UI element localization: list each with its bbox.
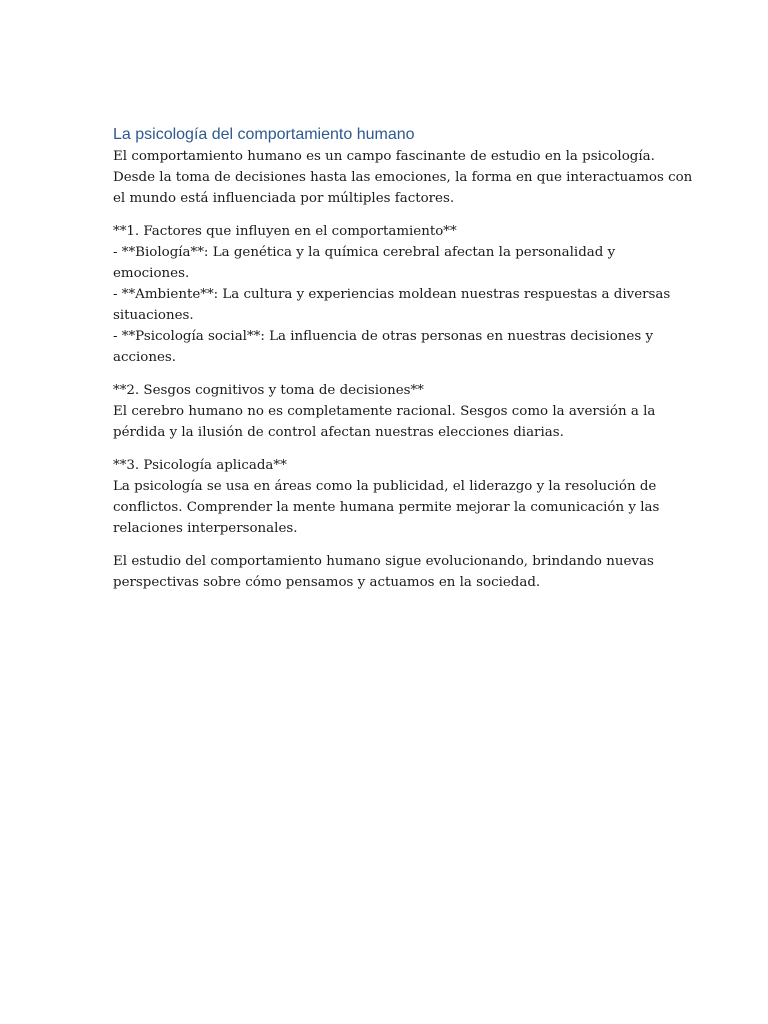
text-line: La psicología se usa en áreas como la publicidad, el liderazgo y la resolución de <box>113 479 657 494</box>
paragraph <box>113 380 661 443</box>
text-line: Desde la toma de decisiones hasta las emociones, la forma en que interactuamos con <box>113 170 693 185</box>
text-line: perspectivas sobre cómo pensamos y actuamos en la sociedad. <box>113 575 541 590</box>
text-line: el mundo está influenciada por múltiples factores. <box>113 191 455 206</box>
text-line: **2. Sesgos cognitivos y toma de decisiones** <box>113 383 424 398</box>
text-line: acciones. <box>113 350 177 365</box>
text-line: pérdida y la ilusión de control afectan nuestras elecciones diarias. <box>113 425 564 440</box>
text-line: - **Psicología social**: La influencia de otras personas en nuestras decisiones y <box>113 329 654 344</box>
text-line: El estudio del comportamiento humano sigue evolucionando, brindando nuevas <box>113 554 654 569</box>
paragraph <box>113 551 661 593</box>
text-line: **3. Psicología aplicada** <box>113 458 287 473</box>
document-title: La psicología del comportamiento humano <box>113 126 415 143</box>
text-line: - **Biología**: La genética y la química cerebral afectan la personalidad y <box>113 245 616 260</box>
text-line: **1. Factores que influyen en el comportamiento** <box>113 224 457 239</box>
text-line: situaciones. <box>113 308 194 323</box>
text-line: - **Ambiente**: La cultura y experiencias moldean nuestras respuestas a diversas <box>113 287 671 302</box>
document-body <box>113 124 693 605</box>
text-line: conflictos. Comprender la mente humana permite mejorar la comunicación y las <box>113 500 660 515</box>
paragraph <box>113 146 693 209</box>
text-line: emociones. <box>113 266 190 281</box>
text-line: El comportamiento humano es un campo fascinante de estudio en la psicología. <box>113 149 655 164</box>
paragraph <box>113 221 671 368</box>
text-line: relaciones interpersonales. <box>113 521 298 536</box>
paragraph <box>113 455 661 539</box>
text-line: El cerebro humano no es completamente racional. Sesgos como la aversión a la <box>113 404 656 419</box>
paragraph-list <box>113 146 693 593</box>
